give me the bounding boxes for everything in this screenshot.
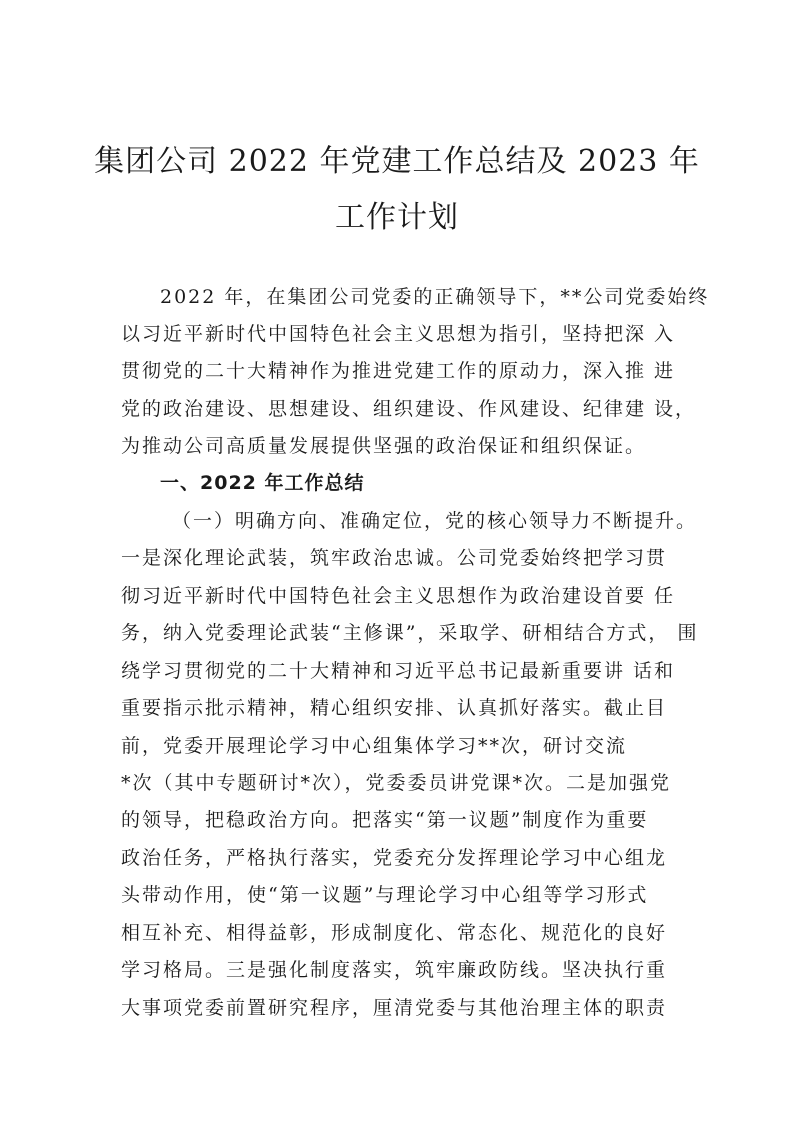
body-line: 学习格局。三是强化制度落实，筑牢廉政防线。坚决执行重: [121, 959, 668, 981]
intro-line: 以习近平新时代中国特色社会主义思想为指引，坚持把深 入: [121, 323, 676, 345]
body-line: 一是深化理论武装，筑牢政治忠诚。公司党委始终把学习贯: [121, 547, 668, 569]
intro-line: 2022 年，在集团公司党委的正确领导下，**公司党委始终: [160, 286, 710, 308]
body-line: 务，纳入党委理论武装“主修课”，采取学、研相结合方式， 围: [121, 622, 699, 644]
document-title-line-2: 工作计划: [335, 200, 459, 235]
body-line: *次（其中专题研讨*次），党委委员讲党课*次。二是加强党: [121, 772, 672, 794]
body-line: 的领导，把稳政治方向。把落实“第一议题”制度作为重要: [121, 809, 649, 831]
body-line: 彻习近平新时代中国特色社会主义思想作为政治建设首要 任: [121, 585, 676, 607]
subsection-heading: （一）明确方向、准确定位，党的核心领导力不断提升。: [172, 510, 698, 532]
intro-line: 贯彻党的二十大精神作为推进党建工作的原动力，深入推 进: [121, 360, 676, 382]
body-line: 大事项党委前置研究程序，厘清党委与其他治理主体的职责: [121, 997, 668, 1019]
body-line: 相互补充、相得益彰，形成制度化、常态化、规范化的良好: [121, 922, 668, 944]
document-title-line-1: 集团公司 2022 年党建工作总结及 2023 年: [94, 144, 700, 179]
body-line: 绕学习贯彻党的二十大精神和习近平总书记最新重要讲 话和: [121, 660, 676, 682]
body-line: 头带动作用，使“第一议题”与理论学习中心组等学习形式: [121, 884, 649, 906]
intro-line: 党的政治建设、思想建设、组织建设、作风建设、纪律建 设，: [121, 398, 697, 420]
body-line: 重要指示批示精神，精心组织安排、认真抓好落实。截止目: [121, 697, 668, 719]
section-heading: 一、2022 年工作总结: [160, 472, 365, 494]
body-line: 前，党委开展理论学习中心组集体学习**次，研讨交流: [121, 735, 628, 757]
intro-line: 为推动公司高质量发展提供坚强的政治保证和组织保证。: [121, 435, 647, 457]
body-line: 政治任务，严格执行落实，党委充分发挥理论学习中心组龙: [121, 847, 668, 869]
